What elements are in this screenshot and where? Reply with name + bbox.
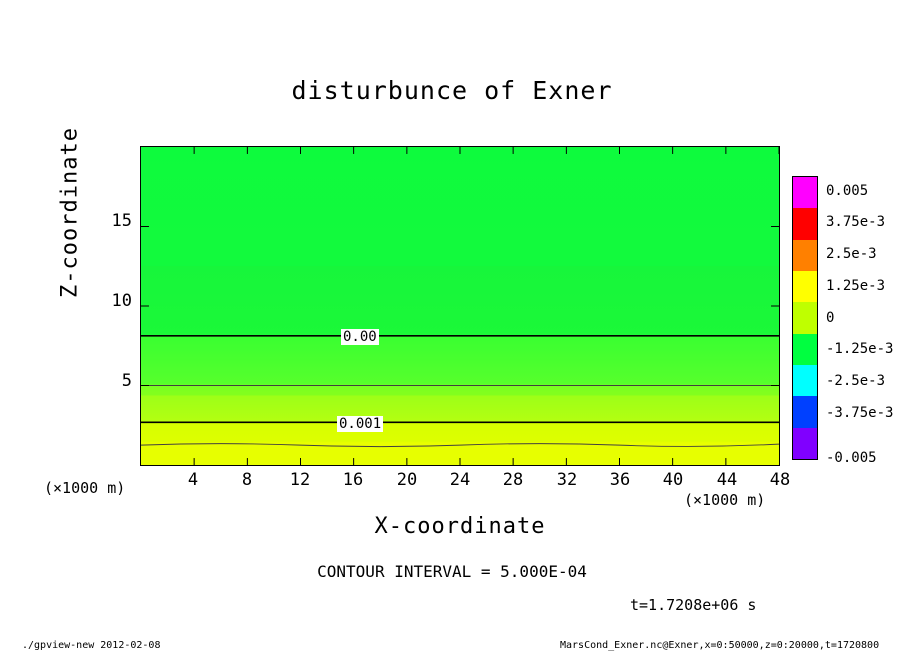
time-text: t=1.7208e+06 s — [630, 596, 757, 614]
colorbar-cell-6 — [793, 240, 817, 271]
x-tick-20: 20 — [396, 470, 418, 490]
x-tick-48: 48 — [769, 470, 791, 490]
colorbar-label-7: -3.75e-3 — [826, 405, 894, 421]
y-tick-10: 10 — [111, 291, 132, 311]
band-bottom — [141, 395, 779, 465]
colorbar-label-1: 3.75e-3 — [826, 214, 886, 230]
band-upper — [141, 147, 779, 266]
x-tick-16: 16 — [342, 470, 364, 490]
x-tick-32: 32 — [556, 470, 578, 490]
x-tick-12: 12 — [289, 470, 311, 490]
contour-label-upper: 0.00 — [343, 329, 377, 345]
y-axis-label: Z-coordinate — [57, 127, 83, 298]
band-mid — [141, 266, 779, 336]
colorbar-label-6: -2.5e-3 — [826, 373, 886, 389]
x-tick-8: 8 — [241, 470, 253, 490]
x-tick-28: 28 — [502, 470, 524, 490]
footer-right-text: MarsCond_Exner.nc@Exner,x=0:50000,z=0:20000,t=1720800 — [560, 640, 880, 651]
plot-area — [140, 146, 780, 466]
x-tick-4: 4 — [187, 470, 199, 490]
colorbar-cell-0 — [793, 428, 817, 459]
colorbar — [792, 176, 818, 460]
x-tick-36: 36 — [609, 470, 631, 490]
colorbar-label-0: 0.005 — [826, 183, 869, 199]
colorbar-cell-7 — [793, 208, 817, 239]
colorbar-cell-3 — [793, 334, 817, 365]
x-axis-unit: (×1000 m) — [684, 491, 766, 509]
x-tick-44: 44 — [716, 470, 738, 490]
band-low — [141, 336, 779, 396]
colorbar-cell-2 — [793, 365, 817, 396]
page-title: disturbunce of Exner — [291, 76, 613, 105]
y-tick-15: 15 — [111, 211, 132, 231]
colorbar-cell-8 — [793, 177, 817, 208]
footer-left-text: ./gpview-new 2012-02-08 — [22, 640, 161, 651]
heatmap-canvas — [141, 147, 779, 465]
y-tick-5: 5 — [121, 371, 132, 391]
contour-interval-text: CONTOUR INTERVAL = 5.000E-04 — [317, 562, 587, 581]
colorbar-cell-5 — [793, 271, 817, 302]
colorbar-label-8: -0.005 — [826, 450, 877, 466]
colorbar-cell-4 — [793, 302, 817, 333]
colorbar-cell-1 — [793, 396, 817, 427]
x-axis-label: X-coordinate — [374, 514, 546, 539]
y-axis-unit: (×1000 m) — [44, 479, 126, 497]
colorbar-label-5: -1.25e-3 — [826, 341, 894, 357]
x-tick-40: 40 — [662, 470, 684, 490]
colorbar-label-4: 0 — [826, 310, 835, 326]
colorbar-label-2: 2.5e-3 — [826, 246, 877, 262]
contour-label-lower: 0.001 — [339, 416, 382, 432]
x-tick-24: 24 — [449, 470, 471, 490]
colorbar-label-3: 1.25e-3 — [826, 278, 886, 294]
